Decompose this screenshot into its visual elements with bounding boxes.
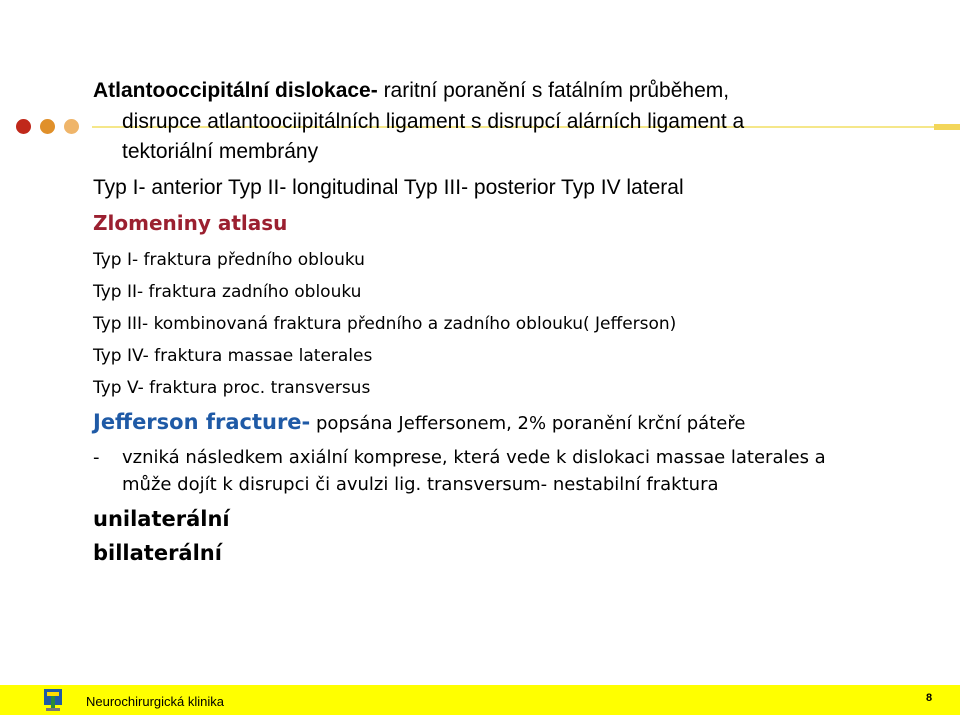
title-line-3: tektoriální membrány bbox=[122, 140, 319, 163]
atlas-heading: Zlomeniny atlasu bbox=[93, 211, 288, 235]
decor-dot-red bbox=[16, 119, 31, 134]
title-line1-rest: raritní poranění s fatálním průběhem, bbox=[377, 79, 730, 102]
decor-divider-bar bbox=[934, 124, 960, 130]
clinic-logo-icon bbox=[42, 687, 64, 713]
jefferson-label: Jefferson fracture- bbox=[93, 410, 311, 434]
jefferson-line bbox=[93, 410, 745, 434]
decor-dot-light-orange bbox=[64, 119, 79, 134]
types-line: Typ I- anterior Typ II- longitudinal Typ III- posterior Typ IV lateral bbox=[93, 176, 684, 199]
jefferson-description: popsána Jeffersonem, 2% poranění krční páteře bbox=[310, 413, 746, 434]
detail-dash: - bbox=[93, 447, 100, 468]
footer-clinic-name: Neurochirurgická klinika bbox=[86, 694, 224, 709]
title-line-2: disrupce atlantoociipitálních ligament s disrupcí alárních ligament a bbox=[122, 110, 745, 133]
decor-dot-orange bbox=[40, 119, 55, 134]
title-line-1 bbox=[93, 79, 729, 103]
subtype-bilateral: billaterální bbox=[93, 541, 222, 565]
page-number: 8 bbox=[926, 692, 933, 704]
jefferson-detail-line-2: může dojít k disrupci či avulzi lig. transversum- nestabilní fraktura bbox=[122, 474, 719, 495]
atlas-item: Typ II- fraktura zadního oblouku bbox=[93, 282, 362, 302]
atlas-item: Typ III- kombinovaná fraktura předního a zadního oblouku( Jefferson) bbox=[93, 314, 677, 334]
subtype-unilateral: unilaterální bbox=[93, 507, 230, 531]
atlas-item: Typ IV- fraktura massae laterales bbox=[93, 346, 373, 366]
jefferson-detail-line-1: vzniká následkem axiální komprese, která vede k dislokaci massae laterales a bbox=[122, 447, 826, 468]
title-heading: Atlantooccipitální dislokace- bbox=[93, 79, 378, 102]
atlas-item: Typ V- fraktura proc. transversus bbox=[93, 378, 371, 398]
atlas-item: Typ I- fraktura předního oblouku bbox=[93, 250, 365, 270]
